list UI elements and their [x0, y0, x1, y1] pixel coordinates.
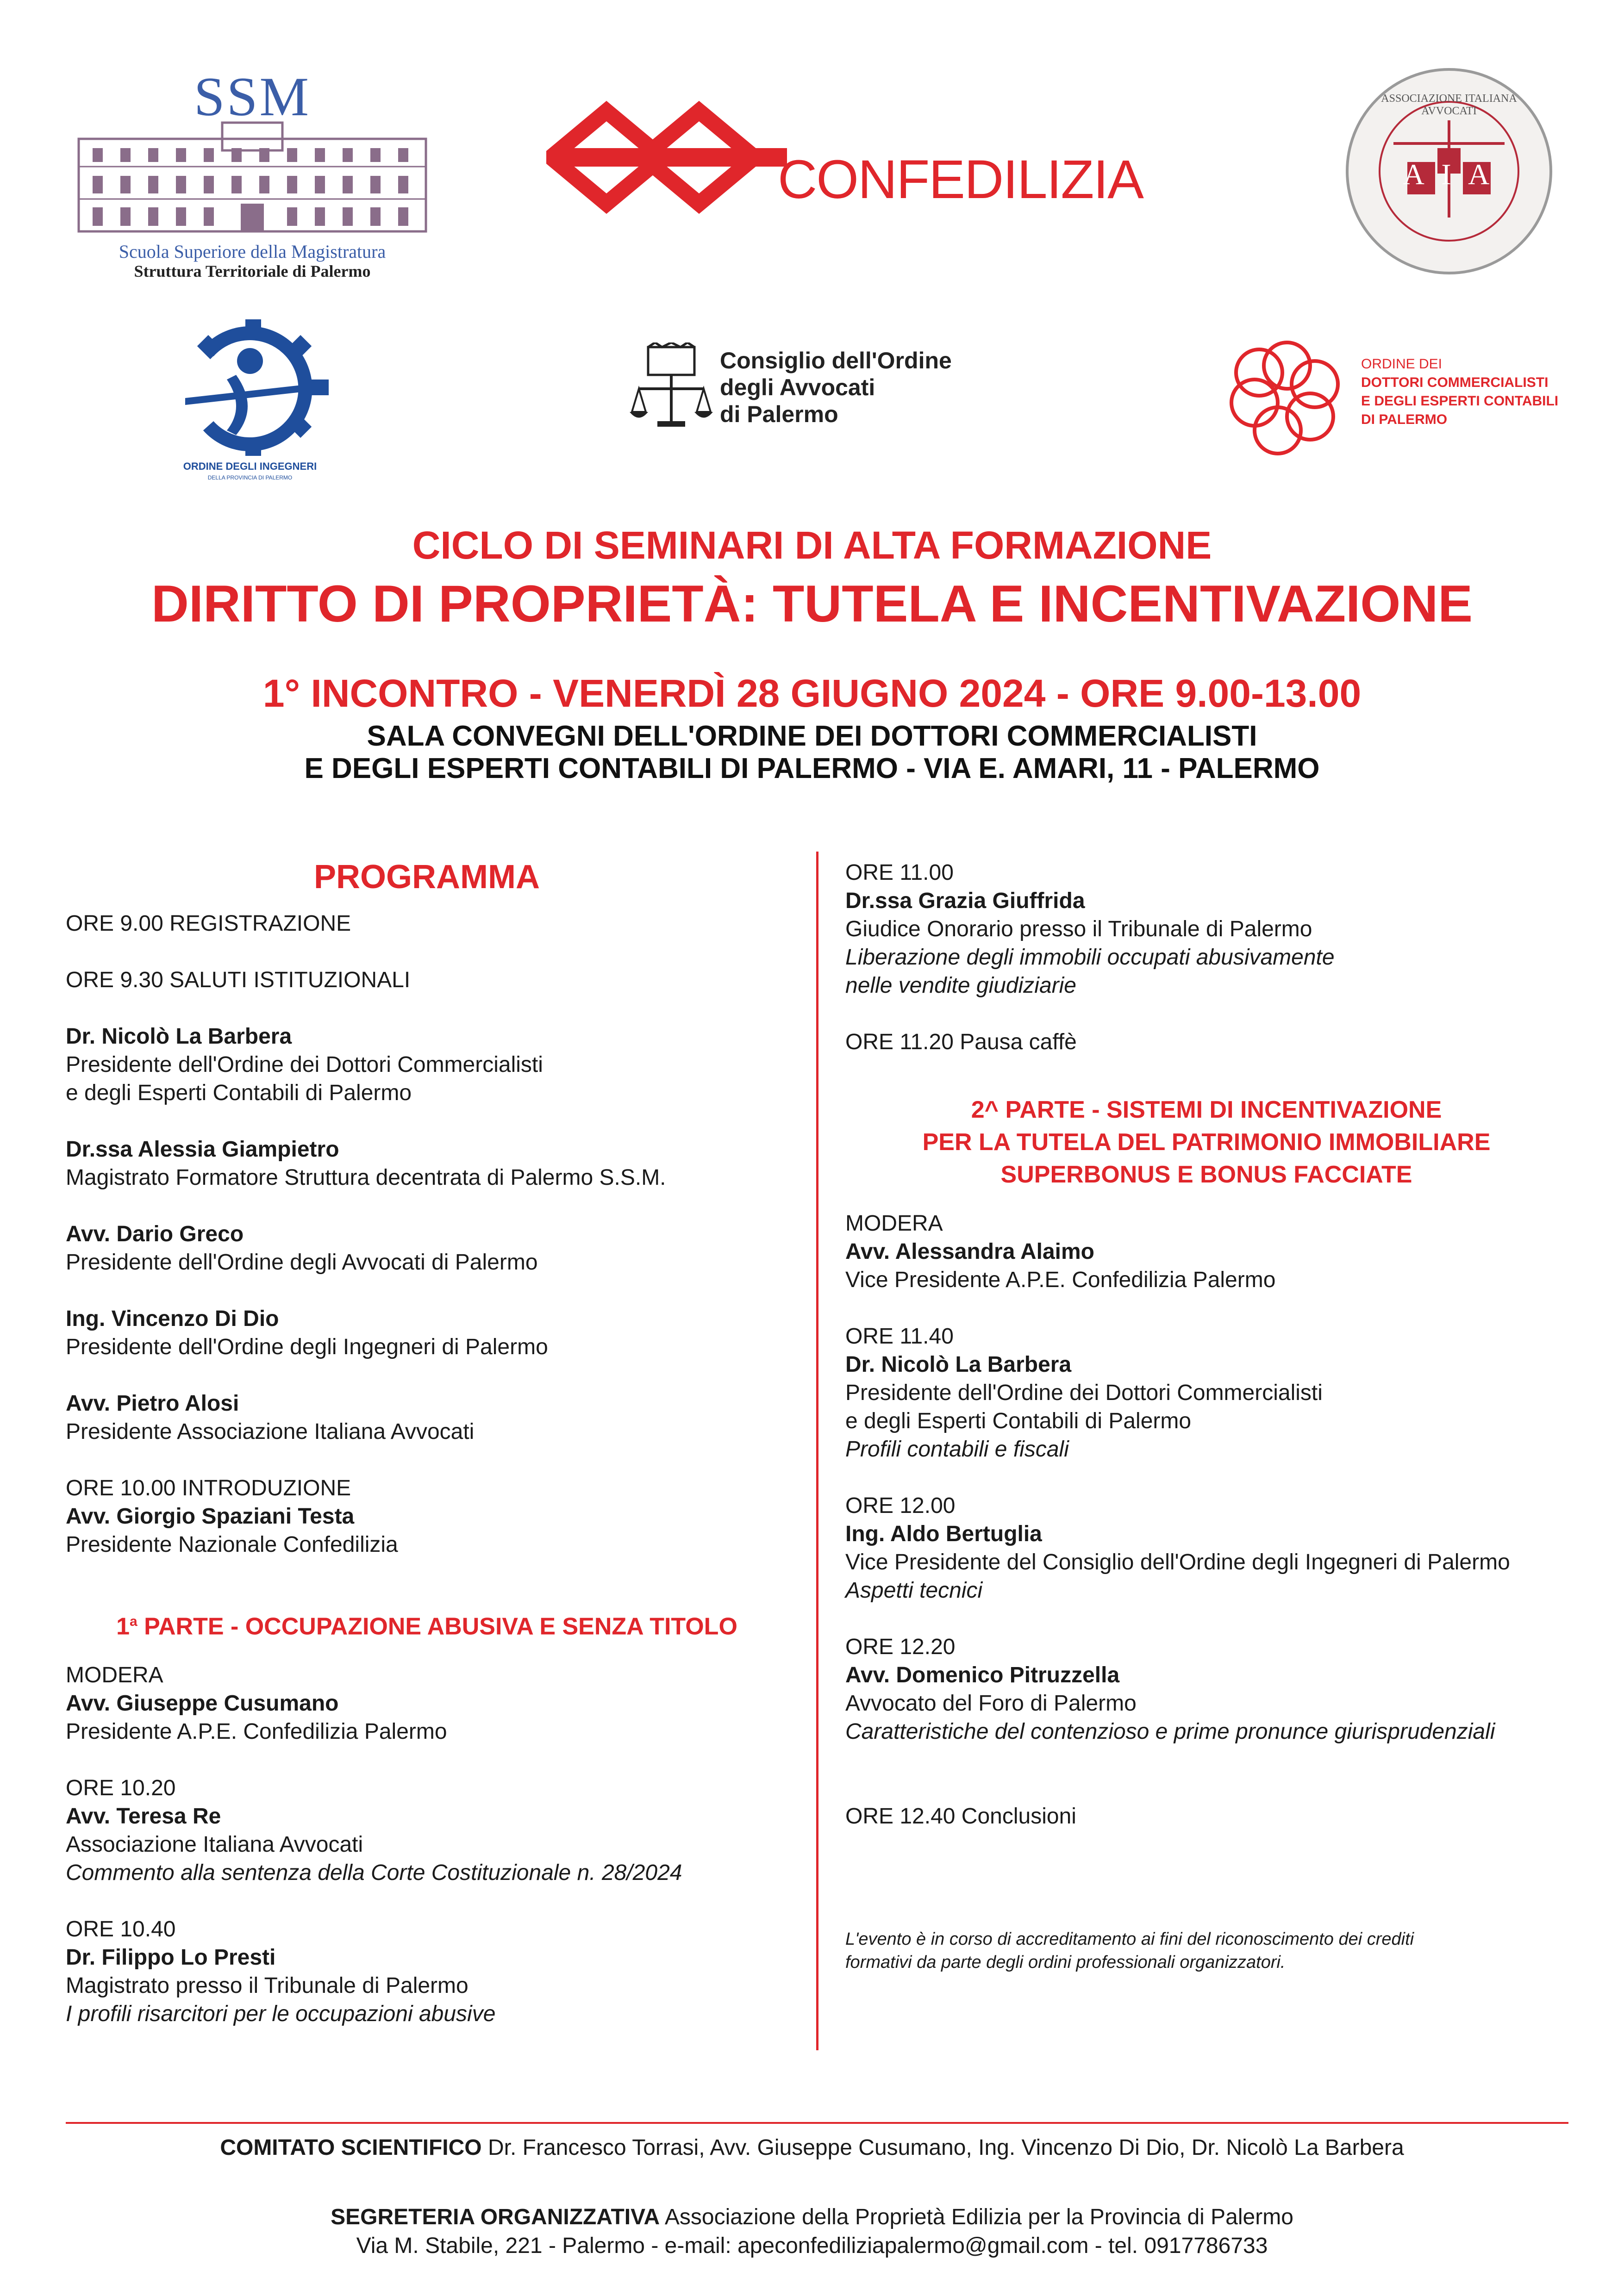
seminar-series: CICLO DI SEMINARI DI ALTA FORMAZIONE — [412, 523, 1212, 567]
ssm-initials: SSM — [194, 66, 311, 127]
ordine-commercialisti-line3: E DEGLI ESPERTI CONTABILI — [1361, 393, 1559, 409]
aia-ring-text: ASSOCIAZIONE ITALIANA AVVOCATI — [1381, 93, 1517, 117]
speaker-role: Associazione Italiana Avvocati — [66, 1832, 363, 1857]
speaker-name: Dr.ssa Alessia Giampietro — [66, 1137, 339, 1162]
speaker-name: Dr.ssa Grazia Giuffrida — [845, 889, 1085, 913]
speaker-role: Presidente Associazione Italiana Avvocati — [66, 1419, 475, 1444]
intro-time: ORE 10.00 INTRODUZIONE — [66, 1476, 351, 1500]
gear-archer-icon — [157, 315, 343, 458]
speaker-role: Magistrato presso il Tribunale di Palermo — [66, 1973, 468, 1998]
talk-topic: I profili risarcitori per le occupazioni abusive — [66, 2002, 496, 2027]
speaker-name: Avv. Teresa Re — [66, 1804, 221, 1829]
accreditation-note-line-2: formativi da parte degli ordini professionali organizzatori. — [845, 1953, 1286, 1972]
ordine-commercialisti-line2: DOTTORI COMMERCIALISTI — [1361, 375, 1549, 390]
secretariat-label: SEGRETERIA ORGANIZZATIVA — [331, 2205, 660, 2229]
part-2-heading-line-2: PER LA TUTELA DEL PATRIMONIO IMMOBILIARE — [922, 1129, 1491, 1156]
accreditation-note-line-1: L'evento è in corso di accreditamento ai fini del riconoscimento dei crediti — [845, 1929, 1414, 1949]
part-2-heading-line-1: 2^ PARTE - SISTEMI DI INCENTIVAZIONE — [971, 1096, 1442, 1123]
moderator-label: MODERA — [845, 1211, 943, 1236]
event-date: 1° INCONTRO - VENERDÌ 28 GIUGNO 2024 - ORE 9.00-13.00 — [262, 672, 1362, 715]
confedilizia-wordmark: CONFEDILIZIA — [778, 149, 1143, 210]
speaker-name: Avv. Giorgio Spaziani Testa — [66, 1504, 355, 1529]
aia-logo — [1343, 65, 1555, 278]
speaker-name: Dr. Nicolò La Barbera — [66, 1024, 292, 1049]
ordine-avvocati-line1: Consiglio dell'Ordine — [720, 348, 952, 373]
moderator-label: MODERA — [66, 1663, 163, 1688]
ssm-sub: Struttura Territoriale di Palermo — [134, 262, 371, 280]
session-time: ORE 10.20 — [66, 1776, 176, 1801]
knot-icon — [1227, 338, 1347, 458]
conclusions-item: ORE 12.40 Conclusioni — [845, 1804, 1076, 1829]
secretariat-org: Associazione della Proprietà Edilizia per la Provincia di Palermo — [660, 2205, 1293, 2229]
ordine-avvocati-line2: degli Avvocati — [720, 374, 875, 400]
committee-members: Dr. Francesco Torrasi, Avv. Giuseppe Cusumano, Ing. Vincenzo Di Dio, Dr. Nicolò La Barbera — [481, 2135, 1404, 2160]
column-divider — [816, 852, 818, 2050]
ordine-commercialisti-line1: ORDINE DEI — [1361, 356, 1443, 372]
speaker-name: Dr. Nicolò La Barbera — [845, 1352, 1072, 1377]
session-time: ORE 11.40 — [845, 1324, 954, 1349]
ssm-name: Scuola Superiore della Magistratura — [119, 241, 386, 262]
part-1-number: 1 — [116, 1613, 130, 1640]
event-venue — [0, 720, 1624, 785]
speaker-role: Avvocato del Foro di Palermo — [845, 1691, 1137, 1716]
talk-topic: Caratteristiche del contenzioso e prime pronunce giurisprudenziali — [845, 1719, 1495, 1744]
palace-icon — [69, 120, 435, 241]
speaker-role: Presidente Nazionale Confedilizia — [66, 1532, 398, 1557]
speaker-name: Avv. Alessandra Alaimo — [845, 1239, 1094, 1264]
session-time: ORE 12.00 — [845, 1493, 956, 1518]
speaker-role: e degli Esperti Contabili di Palermo — [845, 1409, 1192, 1433]
committee-label: COMITATO SCIENTIFICO — [220, 2135, 482, 2160]
program-right-column — [845, 859, 1568, 1974]
speaker-role: e degli Esperti Contabili di Palermo — [66, 1081, 412, 1105]
scientific-committee — [0, 2134, 1624, 2162]
session-time: ORE 12.20 — [845, 1635, 956, 1659]
speaker-name: Ing. Aldo Bertuglia — [845, 1522, 1042, 1546]
speaker-name: Avv. Domenico Pitruzzella — [845, 1663, 1120, 1687]
part-1-heading — [66, 1605, 788, 1643]
speaker-role: Magistrato Formatore Struttura decentrata di Palermo S.S.M. — [66, 1165, 666, 1190]
programma-heading: PROGRAMMA — [314, 859, 540, 896]
part-1-ordinal: a — [130, 1614, 137, 1629]
confedilizia-mark-icon — [546, 97, 787, 218]
ingegneri-sub: DELLA PROVINCIA DI PALERMO — [207, 474, 293, 481]
ordine-avvocati-line3: di Palermo — [720, 401, 838, 427]
confedilizia-logo — [546, 97, 1143, 218]
session-time: ORE 11.00 — [845, 860, 954, 885]
speaker-role: Vice Presidente A.P.E. Confedilizia Palermo — [845, 1268, 1276, 1292]
talk-topic: Commento alla sentenza della Corte Costituzionale n. 28/2024 — [66, 1860, 682, 1885]
ingegneri-name: ORDINE DEGLI INGEGNERI — [183, 460, 317, 472]
speaker-role: Presidente dell'Ordine degli Avvocati di Palermo — [66, 1250, 538, 1275]
speaker-role: Presidente dell'Ordine dei Dottori Commercialisti — [66, 1052, 543, 1077]
speaker-role: Vice Presidente del Consiglio dell'Ordine degli Ingegneri di Palermo — [845, 1550, 1510, 1574]
aia-letters: A I A — [1403, 158, 1495, 191]
scales-icon — [630, 342, 713, 430]
ordine-commercialisti-logo — [1227, 338, 1560, 458]
venue-line-1: SALA CONVEGNI DELL'ORDINE DEI DOTTORI COMMERCIALISTI — [367, 720, 1257, 752]
ordine-commercialisti-line4: DI PALERMO — [1361, 412, 1448, 427]
ingegneri-logo — [157, 315, 343, 491]
registration-item: ORE 9.00 REGISTRAZIONE — [66, 911, 351, 936]
venue-line-2: E DEGLI ESPERTI CONTABILI DI PALERMO - VIA E. AMARI, 11 - PALERMO — [304, 753, 1320, 784]
speaker-name: Ing. Vincenzo Di Dio — [66, 1307, 279, 1331]
ordine-avvocati-logo — [630, 342, 981, 435]
speaker-role: Presidente dell'Ordine dei Dottori Commercialisti — [845, 1381, 1323, 1405]
speaker-role: Presidente A.P.E. Confedilizia Palermo — [66, 1719, 447, 1744]
organizing-secretariat — [0, 2203, 1624, 2232]
speaker-name: Avv. Pietro Alosi — [66, 1391, 239, 1416]
talk-topic: nelle vendite giudiziarie — [845, 973, 1076, 998]
ssm-logo — [69, 65, 435, 278]
part-1-title: PARTE - OCCUPAZIONE ABUSIVA E SENZA TITOLO — [137, 1613, 737, 1640]
speaker-role: Presidente dell'Ordine degli Ingegneri di Palermo — [66, 1335, 548, 1359]
part-2-heading-line-3: SUPERBONUS E BONUS FACCIATE — [1000, 1161, 1412, 1188]
talk-topic: Liberazione degli immobili occupati abusivamente — [845, 945, 1335, 970]
speaker-role: Giudice Onorario presso il Tribunale di Palermo — [845, 917, 1312, 941]
talk-topic: Aspetti tecnici — [845, 1578, 983, 1603]
coffee-break: ORE 11.20 Pausa caffè — [845, 1030, 1077, 1054]
contact-info: Via M. Stabile, 221 - Palermo - e-mail: apeconfediliziapalermo@gmail.com - tel. 0917786733 — [356, 2234, 1268, 2258]
speaker-name: Avv. Giuseppe Cusumano — [66, 1691, 339, 1716]
program-left-column — [66, 859, 788, 2028]
speaker-name: Avv. Dario Greco — [66, 1222, 244, 1246]
footer-divider — [66, 2122, 1568, 2124]
page-title: DIRITTO DI PROPRIETÀ: TUTELA E INCENTIVAZIONE — [151, 575, 1473, 633]
speaker-name: Dr. Filippo Lo Presti — [66, 1945, 276, 1970]
talk-topic: Profili contabili e fiscali — [845, 1437, 1069, 1462]
session-time: ORE 10.40 — [66, 1917, 176, 1942]
saluti-item: ORE 9.30 SALUTI ISTITUZIONALI — [66, 968, 411, 992]
